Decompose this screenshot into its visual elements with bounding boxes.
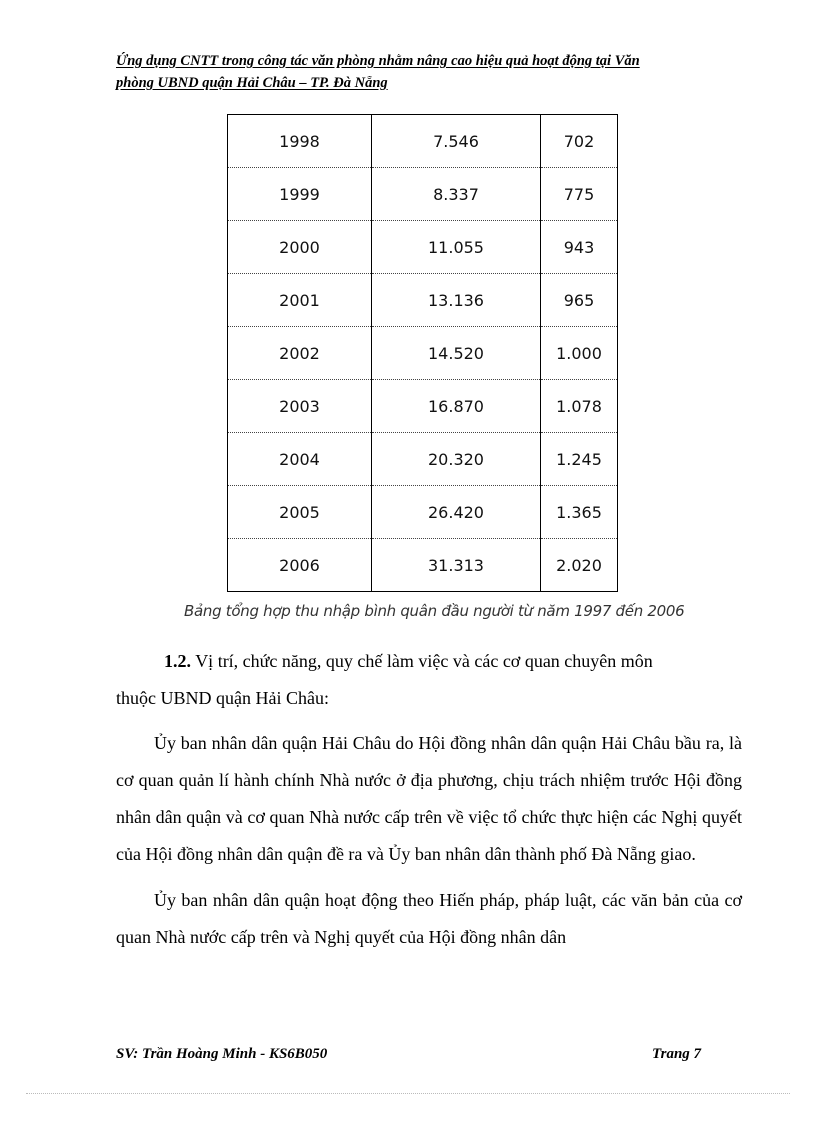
value-cell: 1.365 [541,486,618,539]
header-line-1: Ứng dụng CNTT trong công tác văn phòng nhằm nâng cao hiệu quả hoạt động tại Văn [116,53,640,69]
year-cell: 1998 [228,115,372,168]
footer-author: SV: Trần Hoàng Minh - KS6B050 [116,1046,328,1062]
value-cell: 1.245 [541,433,618,486]
value-cell: 1.078 [541,380,618,433]
year-cell: 2004 [228,433,372,486]
income-cell: 7.546 [372,115,541,168]
income-cell: 26.420 [372,486,541,539]
value-cell: 775 [541,168,618,221]
income-cell: 11.055 [372,221,541,274]
value-cell: 965 [541,274,618,327]
table-row [228,380,618,433]
income-cell: 8.337 [372,168,541,221]
value-cell: 702 [541,115,618,168]
section-heading [116,643,742,717]
section-title-line-2: thuộc UBND quận Hải Châu: [116,688,329,708]
table-row [228,115,618,168]
table-row [228,327,618,380]
income-cell: 14.520 [372,327,541,380]
income-cell: 16.870 [372,380,541,433]
year-cell: 2002 [228,327,372,380]
year-cell: 2000 [228,221,372,274]
table-caption: Bảng tổng hợp thu nhập bình quân đầu người từ năm 1997 đến 2006 [184,602,685,620]
value-cell: 943 [541,221,618,274]
year-cell: 2003 [228,380,372,433]
table-row [228,539,618,592]
table-row [228,274,618,327]
table-row [228,168,618,221]
table-row [228,221,618,274]
table-row [228,433,618,486]
value-cell: 2.020 [541,539,618,592]
paragraph: Ủy ban nhân dân quận hoạt động theo Hiến pháp, pháp luật, các văn bản của cơ quan Nhà nước cấp trên và Nghị quyết của Hội đồng nhân dân [116,890,742,947]
year-cell: 2006 [228,539,372,592]
section-title-line-1: Vị trí, chức năng, quy chế làm việc và các cơ quan chuyên môn [195,651,653,671]
bottom-divider [26,1093,790,1094]
income-table [227,114,618,592]
paragraph: Ủy ban nhân dân quận Hải Châu do Hội đồng nhân dân quận Hải Châu bầu ra, là cơ quan quản lí hành chính Nhà nước ở địa phương, chịu trách nhiệm trước Hội đồng nhân dân quận và cơ quan Nhà nước cấp trên về việc tổ chức thực hiện các Nghị quyết của Hội đồng nhân dân quận đề ra và Ủy ban nhân dân thành phố Đà Nẵng giao. [116,733,742,864]
income-cell: 31.313 [372,539,541,592]
income-cell: 20.320 [372,433,541,486]
year-cell: 1999 [228,168,372,221]
year-cell: 2001 [228,274,372,327]
value-cell: 1.000 [541,327,618,380]
body-text [116,725,742,956]
footer-page-number: Trang 7 [652,1046,702,1062]
year-cell: 2005 [228,486,372,539]
page-header [116,50,728,94]
header-line-2: phòng UBND quận Hải Châu – TP. Đà Nẵng [116,75,388,91]
income-cell: 13.136 [372,274,541,327]
table-row [228,486,618,539]
section-number: 1.2. [164,651,191,671]
